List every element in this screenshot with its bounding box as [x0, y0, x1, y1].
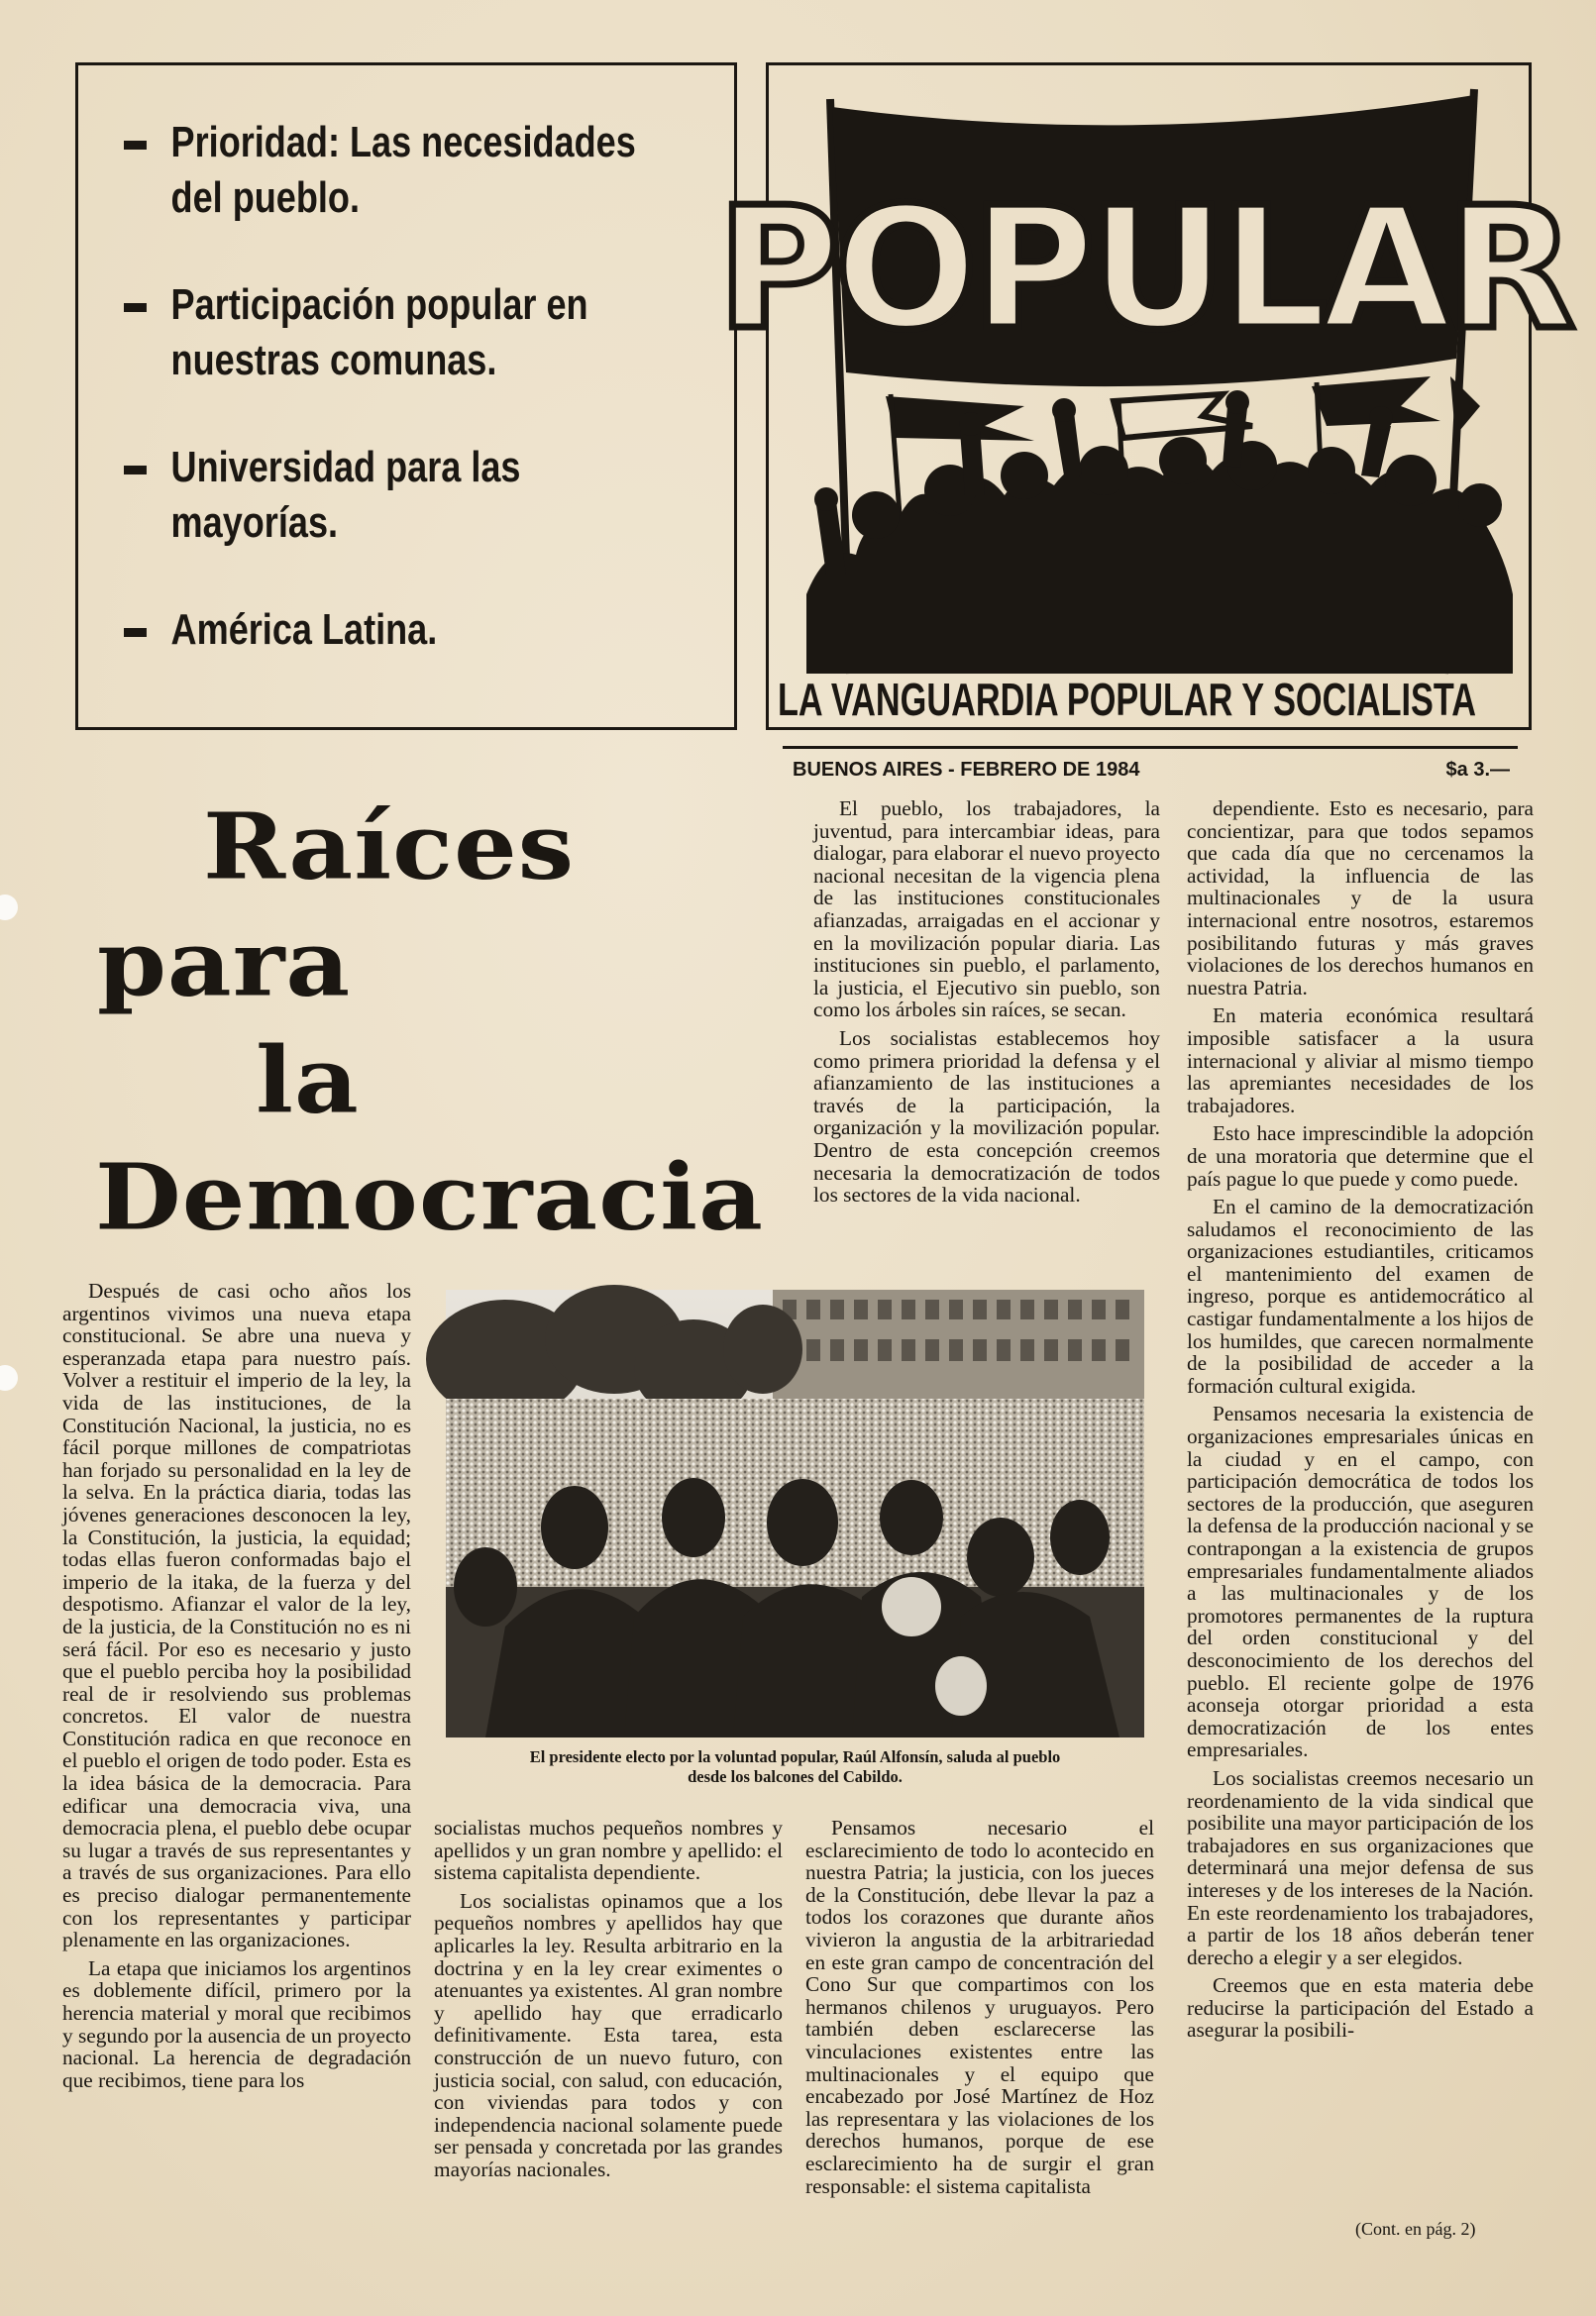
- masthead: [716, 62, 1570, 781]
- paragraph: Creemos que en esta materia debe reducirse la participación del Estado a asegurar la posibili-: [1187, 1973, 1534, 2043]
- banner-illustration: [716, 79, 1570, 674]
- priority-item: [124, 277, 731, 388]
- punch-hole: [0, 1365, 18, 1391]
- article-column: [1187, 797, 1534, 2224]
- priority-item: [124, 115, 731, 226]
- paragraph: Los socialistas creemos necesario un reordenamiento de la vida sindical que posibilite una mayor participación de los trabajadores en sus organizaciones que determinará una mejor defensa de sus intereses y de los intereses de la Nación. En este reordenamiento los trabajadores, a partir de los 18 años deberán tener derecho a elegir y a ser elegidos.: [1187, 1765, 1534, 1969]
- paragraph: El pueblo, los trabajadores, la juventud, para intercambiar ideas, para dialogar, para elaborar el nuevo proyecto nacional necesitan de la vigencia plena de las instituciones constitucionales afianzadas, arraigadas en el accionar y en la movilización popular diaria. Las instituciones sin pueblo, el parlamento, la justicia, el Ejecutivo sin pueblo, son como los árboles sin raíces, se secan.: [813, 796, 1160, 1022]
- headline-word: para: [97, 909, 352, 1017]
- place-date: BUENOS AIRES - FEBRERO DE 1984: [793, 759, 1140, 781]
- photo-caption: [436, 1747, 1154, 1787]
- punch-hole: [0, 895, 18, 920]
- paragraph: Esto hace imprescindible la adopción de una moratoria que determine que el país pague lo que puede y como puede.: [1187, 1121, 1534, 1191]
- caption-line: El presidente electo por la voluntad popular, Raúl Alfonsín, saluda al pueblo: [529, 1747, 1061, 1766]
- bullet-dash: [124, 466, 147, 474]
- headline-word: la: [256, 1026, 360, 1134]
- priority-line: Prioridad: Las necesidades: [170, 118, 636, 166]
- paragraph: dependiente. Esto es necesario, para concientizar, para que todos sepamos que cada día que no cercenamos la actividad, la influencia de las multinacionales y de la usura internacional entre nosotros, estaremos posibilitando futuras y más graves violaciones de los derechos humanos en nuestra Patria.: [1187, 796, 1534, 1000]
- priority-item: [124, 602, 731, 658]
- price: $a 3.—: [1445, 759, 1510, 781]
- bullet-dash: [124, 141, 147, 150]
- priority-line: Participación popular en: [170, 280, 588, 329]
- priority-line: del pueblo.: [170, 173, 360, 222]
- banner-word: POPULAR: [716, 171, 1570, 368]
- article-column: [805, 1817, 1154, 2233]
- article-column: [62, 1280, 411, 2231]
- paragraph: Pensamos necesario el esclarecimiento de todo lo acontecido en nuestra Patria; la justicia, con los jueces de la Constitución, debe llevar la paz a todos los corazones que durante años vivieron la angustia de la arbitrariedad en este gran campo de concentración del Cono Sur que compartimos con los hermanos chilenos y uruguayos. Pero también deben esclarecerse las vinculaciones existentes entre las multinacionales y el equipo que encabezado por José Martínez de Hoz las representara y las violaciones de los derechos humanos, porque de ese esclarecimiento ha de surgir el gran responsable: el sistema capitalista: [805, 1816, 1154, 2198]
- paragraph: socialistas muchos pequeños nombres y apellidos y un gran nombre y apellido: el sistema capitalista dependiente.: [434, 1816, 783, 1885]
- paragraph: Los socialistas establecemos hoy como primera prioridad la defensa y el afianzamiento de las instituciones a través de la participación, la organización y la movilización popular. Dentro de esta concepción creemos necesaria la democratización de todos los sectores de la vida nacional.: [813, 1025, 1160, 1208]
- paragraph: En materia económica resultará imposible satisfacer a la usura internacional y aliviar al mismo tiempo las apremiantes necesidades de los trabajadores.: [1187, 1003, 1534, 1117]
- masthead-title: LA VANGUARDIA POPULAR Y SOCIALISTA: [777, 674, 1477, 725]
- priority-line: nuestras comunas.: [170, 336, 497, 384]
- priority-line: América Latina.: [170, 605, 438, 654]
- priorities-list: [78, 65, 734, 658]
- priority-line: Universidad para las: [170, 443, 521, 491]
- photo-alfonsin-cabildo: [446, 1290, 1144, 1737]
- priorities-box: [75, 62, 737, 730]
- headline-word: Raíces: [203, 792, 575, 900]
- paragraph: Pensamos necesaria la existencia de organizaciones empresariales únicas en la ciudad y en el campo, con participación democrática de todos los sectores de la producción, que aseguren la defensa de la producción nacional y se contrapongan a la existencia de grupos empresariales fundamentalmente aliados a las multinacionales y de los promotores permanentes de la ruptura del orden constitucional y del desconocimiento de los derechos del pueblo. El reciente golpe de 1976 aconseja otorgar prioridad a esta democratización de los entes empresariales.: [1187, 1402, 1534, 1762]
- bullet-dash: [124, 303, 147, 312]
- caption-line: desde los balcones del Cabildo.: [688, 1767, 903, 1786]
- continued-note: (Cont. en pág. 2): [1355, 2219, 1476, 2239]
- headline-word: Democracia: [95, 1143, 764, 1251]
- paragraph: Después de casi ocho años los argentinos vivimos una nueva etapa constitucional. Se abre una nueva y esperanzada etapa para nuestro país. Volver a restituir el imperio de la ley, la vida de las instituciones, de la Constitución Nacional, la justicia, no es fácil porque millones de compatriotas han forjado su personalidad en la ley de la selva. En la práctica diaria, todas las jóvenes generaciones desconocen la ley, la Constitución, la justicia, la equidad; todas ellas fueron conformadas bajo el imperio de la itaka, de la fuerza y del despotismo. Afianzar el valor de la ley, de la justicia, de la Constitución no es ni será fácil. Por eso es necesario y justo que el pueblo perciba hoy la posibilidad real de ir resolviendo sus problemas concretos. El valor de nuestra Constitución radica en que reconoce en el pueblo el origen de todo poder. Esta es la idea básica de la democracia. Para edificar una democracia viva, una democracia plena, el pueblo debe ocupar su lugar a través de sus representantes y a través de sus organizaciones. Para ello es preciso dialogar permanentemente con los representantes y participar plenamente en las organizaciones.: [62, 1279, 411, 1952]
- paragraph: Los socialistas opinamos que a los pequeños nombres y apellidos hay que aplicarles la ley. Resulta arbitrario en la doctrina y en la ley crear eximentes o atenuantes ya existentes. Al gran nombre y apellido hay que erradicarlo definitivamente. Esta tarea, esta construcción de un nuevo futuro, con justicia social, con salud, con educación, con viviendas para todos y con independencia nacional solamente puede ser pensada y concretada por las grandes mayorías nacionales.: [434, 1888, 783, 2181]
- priority-item: [124, 440, 731, 551]
- headline: [89, 792, 783, 1251]
- paragraph: En el camino de la democratización saludamos el reconocimiento de las organizaciones estudiantiles, criticamos el mantenimiento del examen de ingreso, porque es antidemocrático al castigar fundamentalmente a los hijos de los humildes, que carecen normalmente de la posibilidad de acceder a la formación cultural exigida.: [1187, 1195, 1534, 1398]
- article-column: [813, 797, 1160, 1253]
- bullet-dash: [124, 628, 147, 637]
- article-column: [434, 1817, 783, 2233]
- paragraph: La etapa que iniciamos los argentinos es doblemente difícil, primero por la herencia material y moral que recibimos y segundo por la ausencia de un proyecto nacional. La herencia de degradación que recibimos, tiene para los: [62, 1955, 411, 2092]
- priority-line: mayorías.: [170, 498, 339, 547]
- masthead-rule: [783, 746, 1518, 749]
